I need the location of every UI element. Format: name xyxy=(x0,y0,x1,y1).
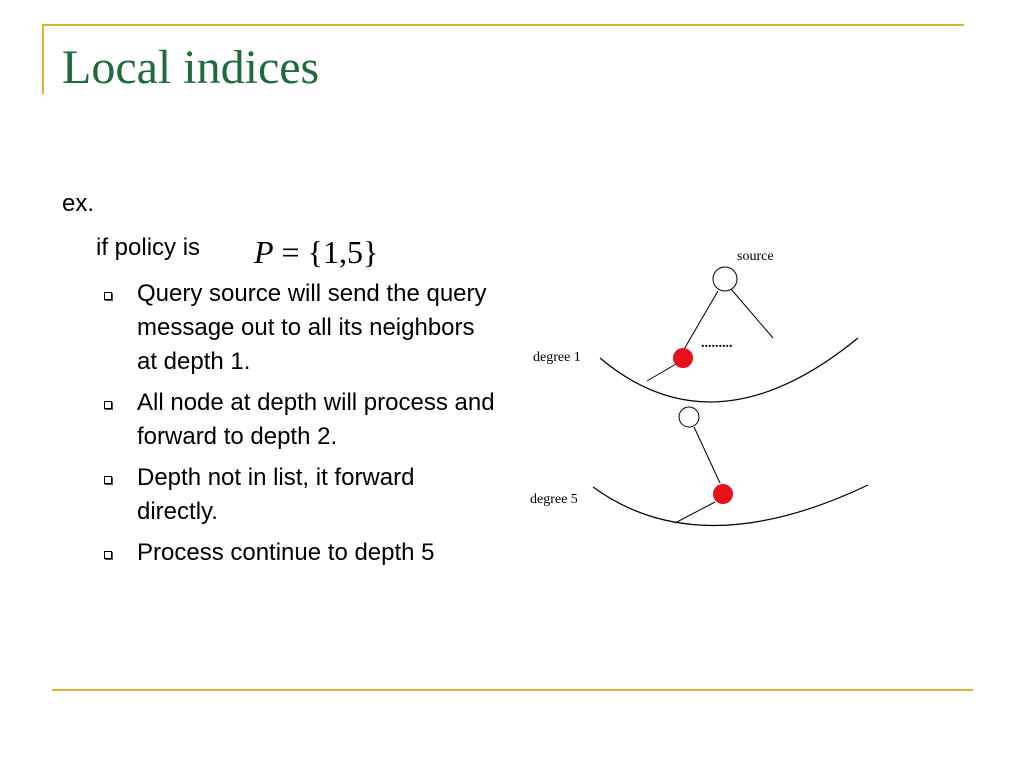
source-label: source xyxy=(737,249,774,264)
top-rule xyxy=(42,24,964,26)
source-node xyxy=(713,267,737,291)
bullet-text: Process continue to depth 5 xyxy=(137,539,435,566)
depth-diagram xyxy=(525,240,875,530)
bullet-text: All node at depth will process and forward to depth 2. xyxy=(137,389,495,450)
bullet-item xyxy=(100,386,500,454)
left-rule xyxy=(42,24,44,94)
edge-mid-to-depth5 xyxy=(694,427,720,483)
degree5-label: degree 5 xyxy=(530,492,578,507)
example-label: ex. xyxy=(62,190,95,217)
bullet-item xyxy=(100,277,500,379)
degree1-label: degree 1 xyxy=(533,350,581,365)
edge-depth1-out xyxy=(647,364,676,381)
ellipsis-label: ......... xyxy=(701,336,733,351)
depth5-node xyxy=(713,484,733,504)
bullet-item xyxy=(100,536,500,570)
intermediate-node xyxy=(679,407,699,427)
bullet-text: Query source will send the query message out to all its neighbors at depth 1. xyxy=(137,280,487,375)
edge-depth5-out xyxy=(675,502,715,523)
bullet-item xyxy=(100,461,500,529)
square-bullet-icon xyxy=(104,292,112,300)
policy-text: if policy is xyxy=(96,234,201,261)
formula-variable: P xyxy=(254,234,274,270)
edge-source-right xyxy=(731,289,773,338)
depth1-node xyxy=(673,348,693,368)
formula-set: {1,5} xyxy=(307,234,379,270)
formula-equals: = xyxy=(281,234,300,270)
slide-title: Local indices xyxy=(62,41,320,94)
policy-formula xyxy=(254,234,378,271)
bottom-rule xyxy=(52,689,973,691)
square-bullet-icon xyxy=(104,551,112,559)
bullet-list xyxy=(100,277,500,577)
square-bullet-icon xyxy=(104,401,112,409)
square-bullet-icon xyxy=(104,476,112,484)
bullet-text: Depth not in list, it forward directly. xyxy=(137,464,415,525)
